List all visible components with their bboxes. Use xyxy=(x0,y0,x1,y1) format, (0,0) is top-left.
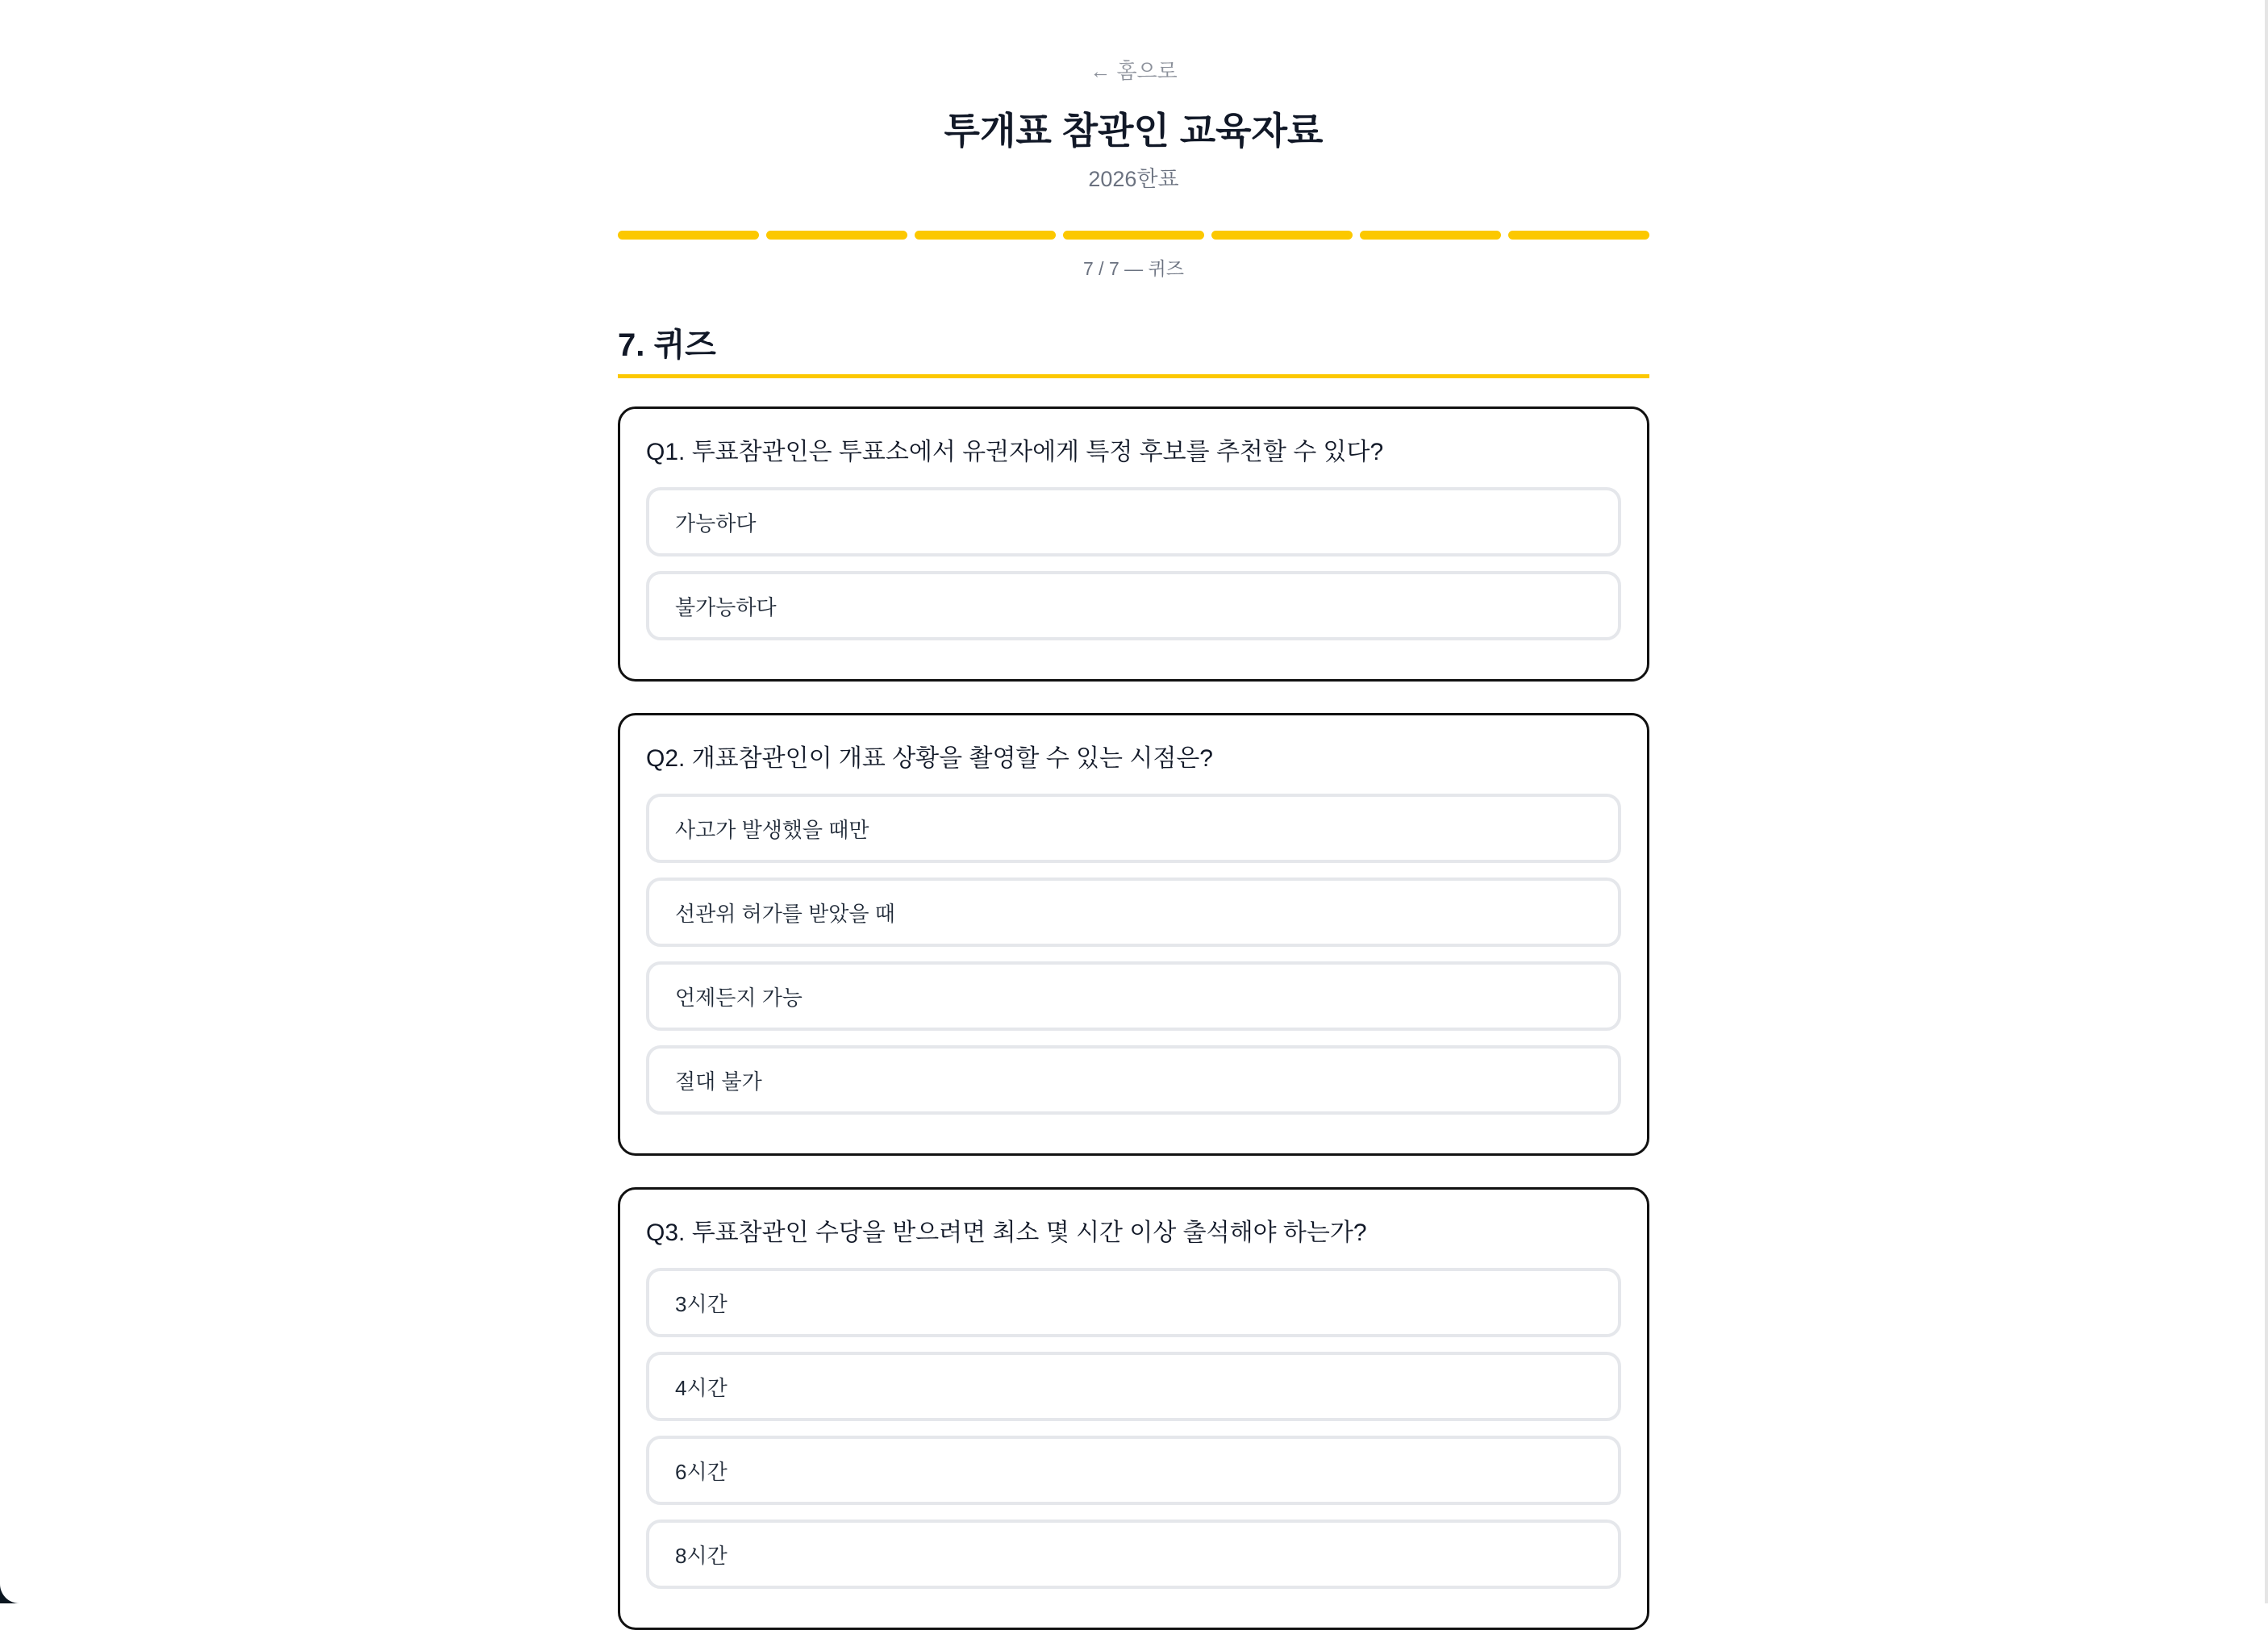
quiz-question: Q3. 투표참관인 수당을 받으려면 최소 몇 시간 이상 출석해야 하는가? xyxy=(646,1219,1367,1246)
section-title: 7. 퀴즈 xyxy=(618,327,716,363)
progress-segment xyxy=(1360,231,1501,240)
quiz-option[interactable]: 사고가 발생했을 때만 xyxy=(646,794,1621,863)
progress-bar xyxy=(618,231,1649,240)
quiz-card xyxy=(618,713,1649,1156)
quiz-option[interactable]: 절대 불가 xyxy=(646,1045,1621,1115)
progress-segment xyxy=(766,231,907,240)
page-title: 투개표 참관인 교육자료 xyxy=(944,110,1324,152)
quiz-option[interactable]: 언제든지 가능 xyxy=(646,961,1621,1031)
scrollbar[interactable] xyxy=(2265,0,2268,1603)
quiz-option[interactable]: 가능하다 xyxy=(646,487,1621,557)
progress-segment xyxy=(618,231,759,240)
quiz-question: Q2. 개표참관인이 개표 상황을 촬영할 수 있는 시점은? xyxy=(646,745,1213,772)
section-divider xyxy=(618,374,1649,378)
quiz-question: Q1. 투표참관인은 투표소에서 유권자에게 특정 후보를 추천할 수 있다? xyxy=(646,439,1384,465)
quiz-option[interactable]: 3시간 xyxy=(646,1268,1621,1337)
quiz-option[interactable]: 선관위 허가를 받았을 때 xyxy=(646,878,1621,947)
back-link-row xyxy=(618,55,1649,85)
progress-segment xyxy=(915,231,1056,240)
progress-segment xyxy=(1063,231,1204,240)
quiz-option[interactable]: 6시간 xyxy=(646,1436,1621,1505)
quiz-option[interactable]: 불가능하다 xyxy=(646,571,1621,640)
progress-segment xyxy=(1508,231,1649,240)
page-subtitle: 2026한표 xyxy=(1088,167,1179,191)
progress-label: 7 / 7 — 퀴즈 xyxy=(1083,258,1184,279)
arrow-left-icon: ← xyxy=(1090,59,1111,83)
quiz-card xyxy=(618,1187,1649,1630)
quiz-option[interactable]: 4시간 xyxy=(646,1352,1621,1421)
back-home-link[interactable] xyxy=(1090,59,1178,83)
quiz-card xyxy=(618,406,1649,682)
quiz-option[interactable]: 8시간 xyxy=(646,1520,1621,1589)
window-corner xyxy=(0,1584,19,1603)
progress-segment xyxy=(1211,231,1353,240)
back-home-label: 홈으로 xyxy=(1116,59,1178,83)
